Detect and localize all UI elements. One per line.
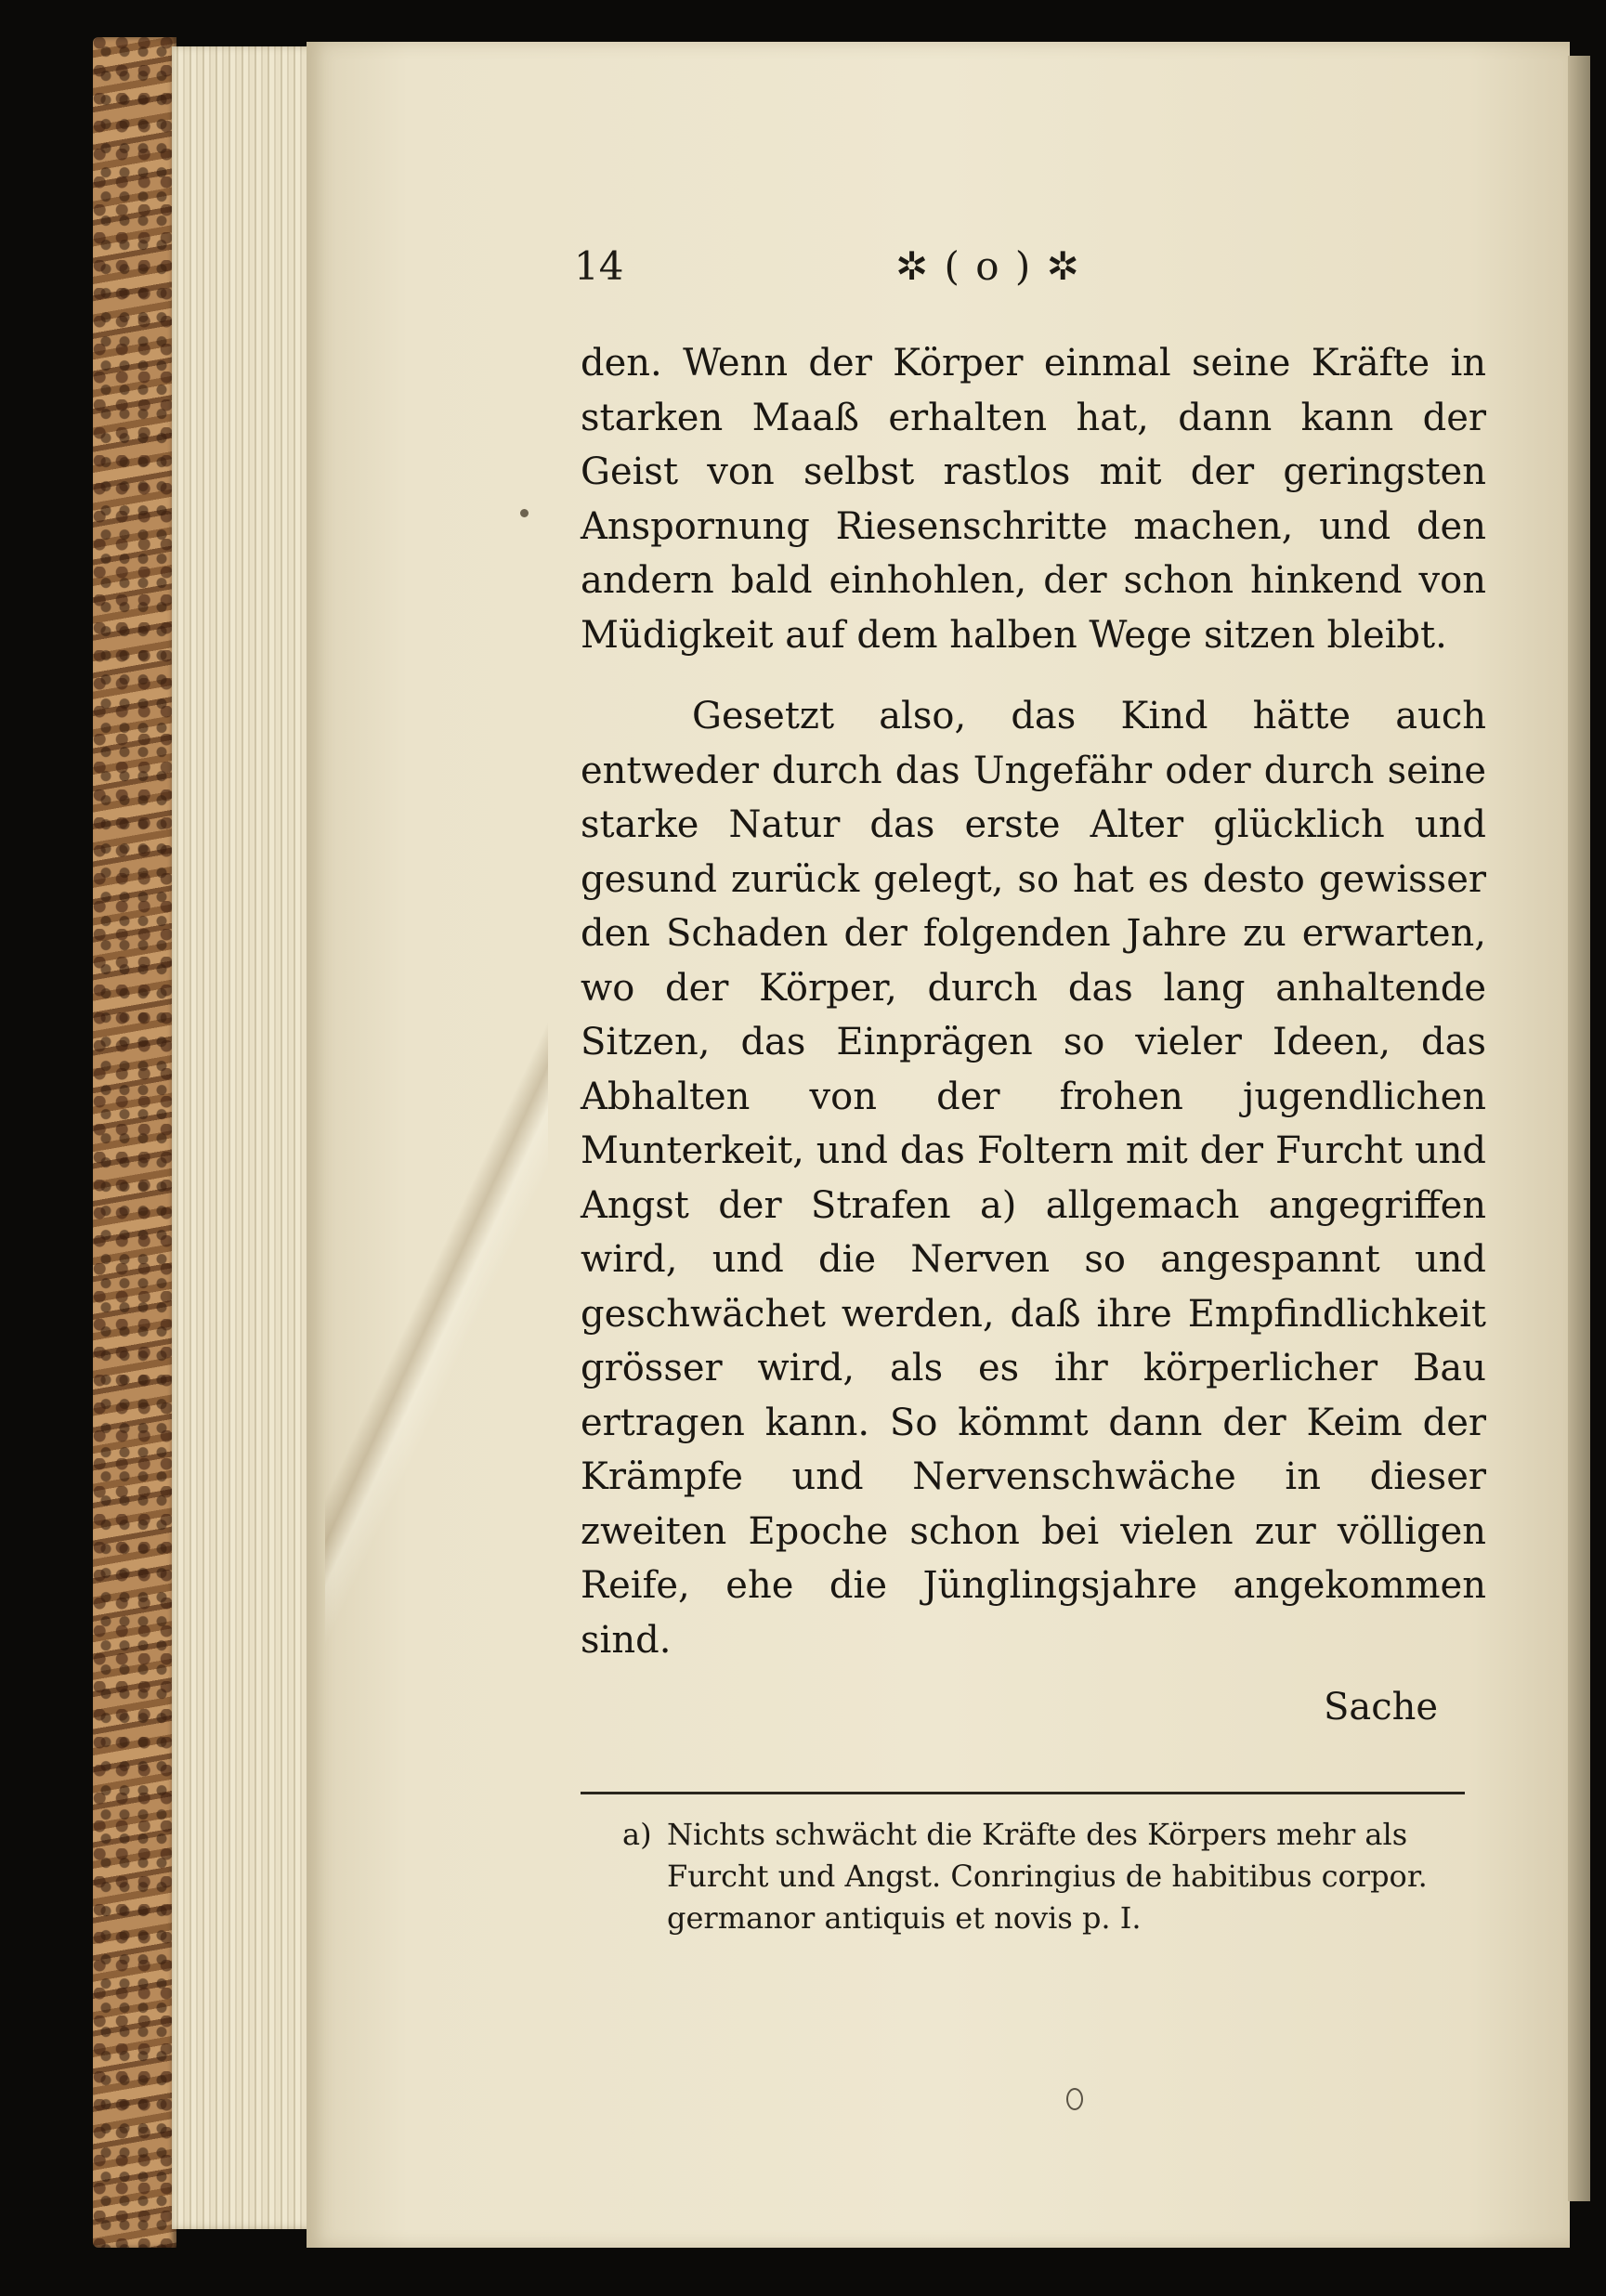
catchword: Sache	[1324, 1686, 1439, 1729]
footnote-text: Nichts schwächt die Kräfte des Körpers mehr als Furcht und Angst. Conringius de habitibus corpor. germanor antiquis et novis p. I.	[667, 1817, 1428, 1936]
page-edges	[172, 46, 320, 2229]
body-text	[581, 336, 1486, 1667]
page-number: 14	[574, 243, 624, 289]
footnote-rule	[581, 1792, 1465, 1794]
running-head-ornament: ✲ ( o ) ✲	[895, 243, 1081, 289]
ink-speck	[520, 509, 529, 517]
footnote-marker: a)	[622, 1817, 652, 1852]
stray-mark	[1066, 2088, 1083, 2110]
gutter-shadow	[1568, 56, 1590, 2201]
paragraph-1: den. Wenn der Körper einmal seine Kräfte in starken Maaß erhalten hat, dann kann der Geist von selbst rastlos mit der geringsten Anspornung Riesenschritte machen, und den andern bald einhohlen, der schon hinkend von Müdigkeit auf dem halben Wege sitzen bleibt.	[581, 342, 1486, 657]
paragraph-2: Gesetzt also, das Kind hätte auch entweder durch das Ungefähr oder durch seine starke Natur das erste Alter glücklich und gesund zurück gelegt, so hat es desto gewisser den Schaden der folgenden Jahre zu erwarten, wo der Körper, durch das lang anhaltende Sitzen, das Einprägen so vieler Ideen, das Abhalten von der frohen jugendlichen Munterkeit, und das Foltern mit der Furcht und Angst der Strafen a) allgemach angegriffen wird, und die Nerven so angespannt und geschwächet werden, daß ihre Empfindlichkeit grösser wird, als es ihr körperlicher Bau ertragen kann. So kömmt dann der Keim der Krämpfe und Nervenschwäche in dieser zweiten Epoche schon bei vielen zur völligen Reife, ehe die Jünglingsjahre angekommen sind.	[581, 695, 1486, 1662]
marbled-book-cover	[93, 37, 176, 2248]
page-header	[574, 243, 1187, 299]
